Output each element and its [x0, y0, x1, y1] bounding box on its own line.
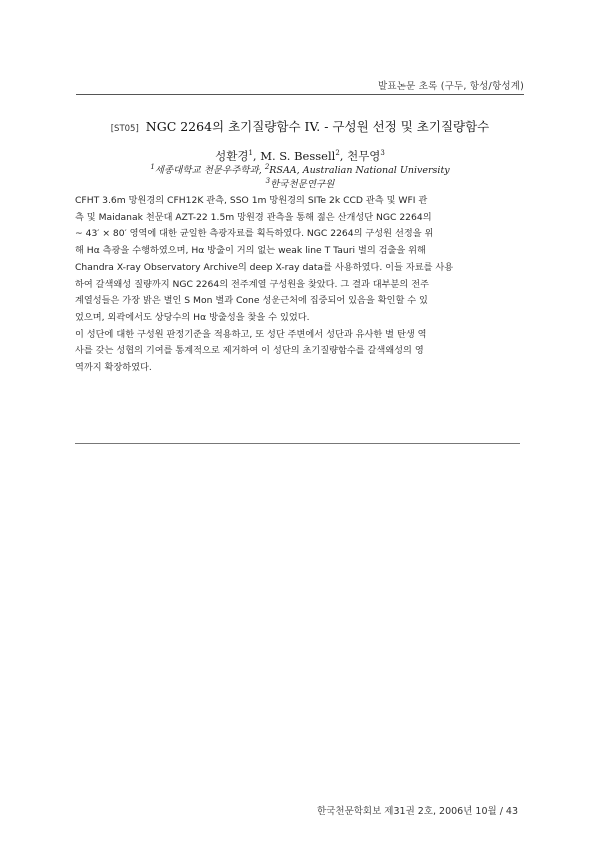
title-text: NGC 2264의 초기질량함수 IV. - 구성원 선정 및 초기질량함수	[145, 119, 490, 134]
affiliation-2: RSAA, Australian National University	[269, 165, 450, 176]
abstract-line: 하여 갈색왜성 질량까지 NGC 2264의 전주계열 구성원을 찾았다. 그 결과 대부분의 전주	[75, 278, 429, 290]
paper-title	[0, 117, 600, 135]
author-1: 성환경	[215, 149, 249, 163]
affiliation-3: 한국천문연구원	[270, 179, 335, 190]
abstract-line: ~ 43′ × 80′ 영역에 대한 균일한 측광자료를 획득하였다. NGC 2264의 구성원 선정을 위	[75, 228, 434, 240]
affiliation-1: 세종대학교 천문우주학과,	[154, 165, 265, 176]
affiliation-line-1	[0, 162, 600, 176]
author-2: M. S. Bessell	[260, 149, 336, 163]
abstract-body	[75, 193, 520, 377]
abstract-line: 었으며, 외곽에서도 상당수의 Hα 방출성을 찾을 수 있었다.	[75, 311, 310, 323]
journal-citation-footer: 한국천문학회보 제31권 2호, 2006년 10월 / 43	[317, 806, 518, 817]
affiliation-line-2	[0, 176, 600, 190]
abstract-line: 해 Hα 측광을 수행하였으며, Hα 방출이 거의 없는 weak line T Tauri 별의 검출을 위해	[75, 245, 426, 257]
abstract-line: 측 및 Maidanak 천문대 AZT-22 1.5m 망원경 관측을 통해 젊은 산개성단 NGC 2264의	[75, 211, 432, 223]
author-separator: ,	[339, 149, 348, 163]
abstract-end-divider	[75, 443, 520, 444]
author-3-affil-mark: 3	[380, 149, 385, 158]
abstract-line: Chandra X-ray Observatory Archive의 deep X-ray data를 사용하였다. 이들 자료를 사용	[75, 261, 454, 273]
session-code: [ST05]	[110, 124, 139, 134]
abstract-line: CFHT 3.6m 망원경의 CFH12K 관측, SSO 1m 망원경의 SITe 2k CCD 관측 및 WFI 관	[75, 195, 428, 206]
affil-mark-1: 1	[150, 162, 155, 171]
author-3: 천무영	[347, 149, 381, 163]
abstract-line: 이 성단에 대한 구성원 판정기준을 적용하고, 또 성단 주변에서 성단과 유사한 별 탄생 역	[75, 328, 427, 340]
affil-mark-3: 3	[265, 176, 271, 185]
section-header: 발표논문 초록 (구두, 항성/항성계)	[378, 81, 524, 92]
affil-mark-2: 2	[264, 162, 270, 171]
author-2-affil-mark: 2	[335, 149, 340, 158]
abstract-line: 역까지 확장하였다.	[75, 362, 152, 374]
abstract-line: 계열성들은 가장 밝은 별인 S Mon 별과 Cone 성운근처에 집중되어 있음을 확인할 수 있	[75, 295, 428, 307]
header-divider	[76, 94, 524, 95]
author-separator: ,	[252, 149, 261, 163]
author-1-affil-mark: 1	[248, 149, 253, 158]
abstract-line: 사를 갖는 성협의 기여를 통계적으로 제거하여 이 성단의 초기질량함수를 갈색왜성의 영	[75, 345, 424, 357]
